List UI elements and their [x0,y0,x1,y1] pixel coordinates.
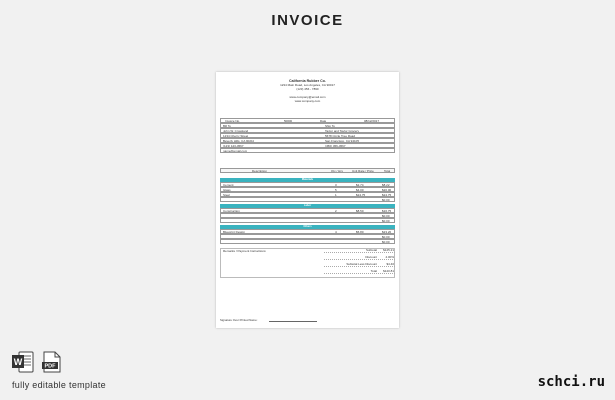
pdf-icon-text: PDF [44,363,56,370]
section-band: Materials [220,178,395,182]
bill-to-line: (123) 123-4567 [223,144,244,147]
word-icon-letter: W [13,357,23,367]
item-qty [334,214,335,217]
totals-row [324,248,395,253]
item-qty [334,235,335,238]
word-file-icon [12,351,34,373]
header-unit-price: Unit Rate / Price [352,169,374,172]
item-total: $8.22 [382,183,390,186]
totals-label: Subtotal [365,248,377,252]
item-unit-price: $2.74 [356,183,364,186]
item-unit-price: $8.50 [356,209,364,212]
totals-value: $125.21 [383,248,394,252]
company-phone: (123) 456 - 7890 [296,87,319,91]
item-qty: 4 [335,230,337,233]
company-website: www.company.com [294,99,321,103]
item-description: Glass [223,188,231,191]
ship-to-line: San Francisco, CA 94105 [325,139,360,142]
item-qty: 3 [335,183,337,186]
item-qty [334,198,335,201]
totals-label: Subtotal Less Discount [346,262,377,266]
company-name: California Rubber Co. [289,79,326,83]
item-total: $0.00 [382,198,390,201]
item-description: Blueprint Design [223,230,246,233]
item-qty: 5 [335,188,337,191]
signature-line [269,321,317,322]
totals-label: Discount [365,255,377,259]
ship-to-line [324,149,325,152]
item-unit-price: $24.75 [356,193,366,196]
item-qty [334,240,335,243]
item-unit-price [355,219,356,222]
table-row [220,218,395,223]
bill-to-line: John W. Crossland [223,129,249,132]
item-unit-price [355,240,356,243]
totals-value: 4.00% [385,255,394,259]
address-row [220,148,395,153]
totals-row [324,255,395,260]
totals-row [324,269,395,274]
totals-row [324,262,395,267]
footer-note: fully editable template [12,380,106,390]
item-description: Construction [223,209,240,212]
item-description [222,214,223,217]
item-unit-price [355,214,356,217]
item-description [222,235,223,238]
item-unit-price: $4.00 [356,188,364,191]
invoice-number-value: 50000 [284,119,293,122]
header-total: Total [384,169,391,172]
header-qty: Qty / Hrs [331,169,343,172]
ship-to-line: Taylor and Taylor Grocery [325,129,360,132]
item-total: $23.20 [382,230,392,233]
item-description: Cement [223,183,234,186]
company-address: 1234 Main Road, Los Angeles, CA 90017 [280,83,335,87]
bill-to-line: Beverly Hills, CA 90210 [223,139,255,142]
totals-value: $120.81 [383,269,394,273]
header-description: Description [252,169,268,172]
table-header [220,168,395,173]
item-unit-price: $5.80 [356,230,364,233]
date-value: 08/12/2017 [364,119,380,122]
date-label: Date [320,119,327,122]
signature-label: Signature Over Printed Name: [220,318,258,322]
invoice-sheet [216,72,399,328]
item-total: $0.00 [382,240,390,243]
file-format-icons [12,351,68,375]
item-qty: 2 [335,209,337,212]
item-description: Steel [223,193,230,196]
pdf-file-icon [42,351,62,373]
totals-label: Total [370,269,377,273]
item-qty: 1 [335,193,337,196]
item-unit-price [355,235,356,238]
item-unit-price [355,198,356,201]
totals-value: $4.40 [386,262,394,266]
company-email: www.company@email.com [289,95,326,99]
table-row [220,239,395,244]
brand-watermark: schci.ru [537,374,605,390]
item-total: $20.00 [382,188,392,191]
ship-to-line: (456) 456-4567 [325,144,346,147]
item-qty [334,219,335,222]
bill-to-line: name@email.com [223,149,248,152]
item-description [222,219,223,222]
bill-to-label: Bill To [223,124,231,127]
section-band: Labor [220,204,395,208]
remarks-label: Remarks / Payment Instructions: [223,249,267,253]
invoice-number-label: Invoice No. [225,119,241,122]
page-title: INVOICE [271,12,344,29]
bill-to-line: 1234 Cherry Street [223,134,249,137]
item-total: $0.00 [382,219,390,222]
ship-to-line: 5678 Circle Tree Road [325,134,356,137]
item-total: $16.75 [382,209,392,212]
item-total: $0.00 [382,235,390,238]
item-total: $24.75 [382,193,392,196]
table-row [220,197,395,202]
ship-to-label: Ship To [325,124,335,127]
section-band: Others [220,225,395,229]
item-total: $0.00 [382,214,390,217]
item-description [222,198,223,201]
item-description [222,240,223,243]
